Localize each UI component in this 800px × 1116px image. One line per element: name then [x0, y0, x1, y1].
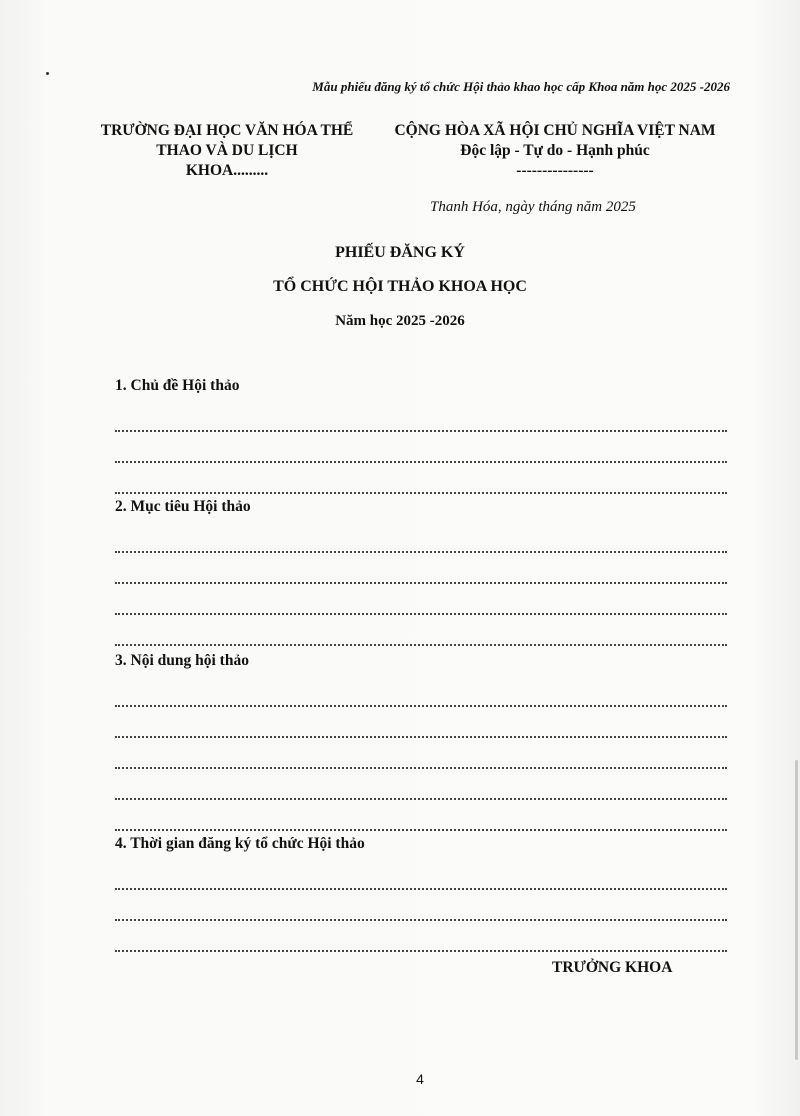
section-content — [115, 652, 727, 831]
form-subtitle: TỔ CHỨC HỘI THẢO KHOA HỌC — [273, 278, 527, 295]
signature-title: TRƯỞNG KHOA — [552, 959, 673, 976]
dotted-fill-line — [115, 432, 727, 463]
section-heading: 3. Nội dung hội thảo — [115, 652, 249, 669]
academic-year: Năm học 2025 -2026 — [335, 313, 465, 329]
fill-in-lines — [115, 676, 727, 831]
dotted-fill-line — [115, 615, 727, 646]
template-note: Mẫu phiếu đăng ký tổ chức Hội thảo khao học cấp Khoa năm học 2025 -2026 — [312, 79, 730, 94]
dotted-fill-line — [115, 522, 727, 553]
section-heading: 2. Mục tiêu Hội thảo — [115, 498, 251, 515]
dotted-fill-line — [115, 890, 727, 921]
dotted-fill-line — [115, 676, 727, 707]
dotted-fill-line — [115, 921, 727, 952]
section-heading: 1. Chủ đề Hội thảo — [115, 377, 240, 394]
dotted-fill-line — [115, 800, 727, 831]
dotted-fill-line — [115, 738, 727, 769]
dotted-fill-line — [115, 584, 727, 615]
place-date-line: Thanh Hóa, ngày tháng năm 2025 — [430, 199, 636, 215]
scrollbar[interactable] — [795, 760, 798, 1060]
section-schedule — [115, 835, 727, 952]
dotted-fill-line — [115, 463, 727, 494]
section-objectives — [115, 498, 727, 646]
dotted-fill-line — [115, 553, 727, 584]
faculty-line: KHOA......... — [185, 162, 269, 179]
motto-underline: --------------- — [516, 162, 594, 179]
fill-in-lines — [115, 522, 727, 646]
dotted-fill-line — [115, 401, 727, 432]
institution-line-1: TRƯỜNG ĐẠI HỌC VĂN HÓA THỂ — [100, 122, 354, 139]
form-title: PHIẾU ĐĂNG KÝ — [335, 244, 465, 261]
national-motto-header — [380, 121, 730, 181]
page-number: 4 — [416, 1071, 424, 1087]
dotted-fill-line — [115, 769, 727, 800]
fill-in-lines — [115, 401, 727, 494]
national-motto: Độc lập - Tự do - Hạnh phúc — [460, 142, 650, 159]
dotted-fill-line — [115, 859, 727, 890]
section-topic — [115, 377, 727, 494]
dotted-fill-line — [115, 707, 727, 738]
scan-speck — [46, 72, 49, 75]
country-name: CỘNG HÒA XÃ HỘI CHỦ NGHĨA VIỆT NAM — [394, 122, 716, 139]
section-heading: 4. Thời gian đăng ký tổ chức Hội thảo — [115, 835, 365, 852]
institution-header — [92, 121, 362, 181]
institution-line-2: THAO VÀ DU LỊCH — [156, 142, 298, 159]
fill-in-lines — [115, 859, 727, 952]
